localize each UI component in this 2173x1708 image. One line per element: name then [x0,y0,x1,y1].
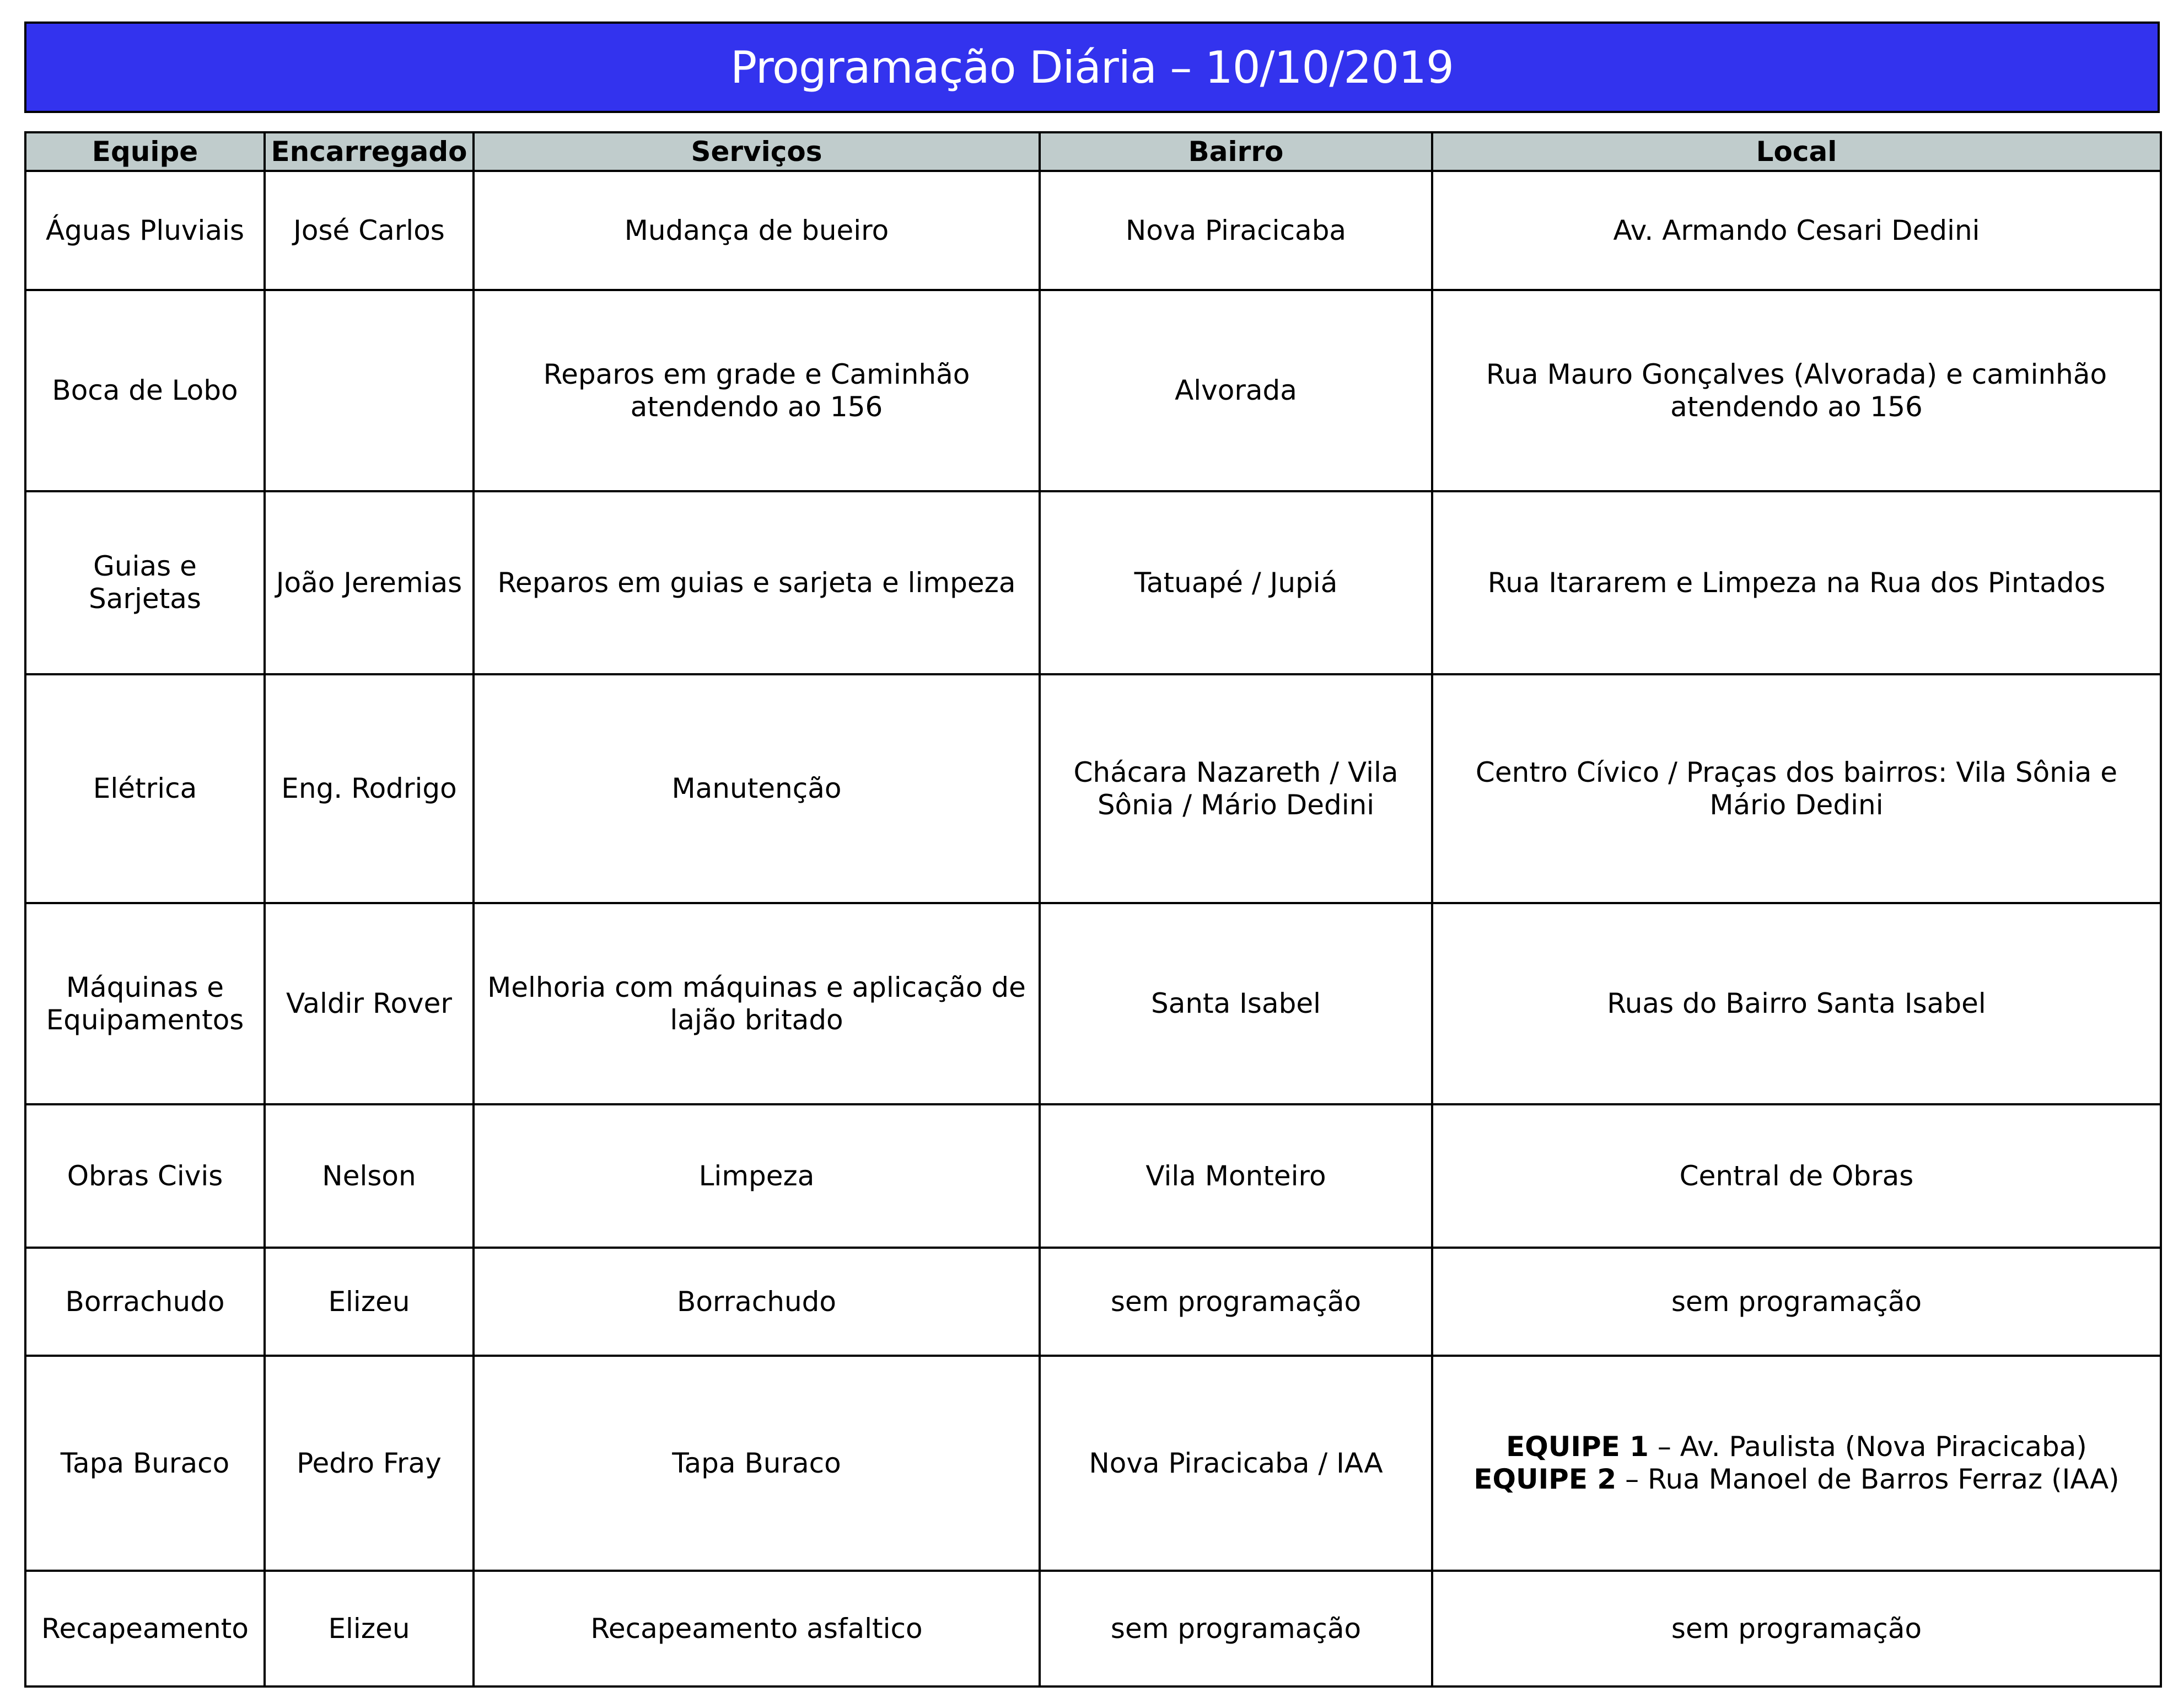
cell-equipe: Máquinas e Equipamentos [25,903,265,1104]
cell-servicos: Manutenção [474,674,1040,903]
table-row [25,1248,2161,1356]
cell-bairro: Tatuapé / Jupiá [1040,491,1432,674]
cell-servicos: Reparos em guias e sarjeta e limpeza [474,491,1040,674]
cell-encarregado: Elizeu [265,1571,474,1686]
cell-local: Ruas do Bairro Santa Isabel [1432,903,2161,1104]
cell-encarregado: Nelson [265,1104,474,1248]
column-header-local: Local [1432,132,2161,171]
cell-bairro: Nova Piracicaba [1040,171,1432,290]
cell-equipe: Guias e Sarjetas [25,491,265,674]
table-row [25,491,2161,674]
column-header-bairro: Bairro [1040,132,1432,171]
cell-encarregado: Elizeu [265,1248,474,1356]
page-title: Programação Diária – 10/10/2019 [730,41,1454,93]
cell-encarregado: João Jeremias [265,491,474,674]
cell-equipe: Borrachudo [25,1248,265,1356]
cell-local: Av. Armando Cesari Dedini [1432,171,2161,290]
cell-local: sem programação [1432,1571,2161,1686]
title-bar [24,22,2160,113]
cell-equipe: Boca de Lobo [25,290,265,491]
column-header-encarregado: Encarregado [265,132,474,171]
cell-local: sem programação [1432,1248,2161,1356]
table-row [25,1104,2161,1248]
cell-local: Central de Obras [1432,1104,2161,1248]
cell-equipe: Elétrica [25,674,265,903]
column-header-equipe: Equipe [25,132,265,171]
cell-encarregado: Valdir Rover [265,903,474,1104]
cell-servicos: Limpeza [474,1104,1040,1248]
cell-encarregado: José Carlos [265,171,474,290]
cell-local: Centro Cívico / Praças dos bairros: Vila Sônia e Mário Dedini [1432,674,2161,903]
cell-bairro: Nova Piracicaba / IAA [1040,1356,1432,1571]
team-assignment [1440,1431,2153,1463]
cell-equipe: Águas Pluviais [25,171,265,290]
cell-bairro: Chácara Nazareth / Vila Sônia / Mário Dedini [1040,674,1432,903]
cell-servicos: Borrachudo [474,1248,1040,1356]
table-row [25,1356,2161,1571]
cell-local: Rua Mauro Gonçalves (Alvorada) e caminhão atendendo ao 156 [1432,290,2161,491]
cell-bairro: Vila Monteiro [1040,1104,1432,1248]
cell-equipe: Recapeamento [25,1571,265,1686]
cell-equipe: Obras Civis [25,1104,265,1248]
cell-encarregado: Eng. Rodrigo [265,674,474,903]
table-row [25,674,2161,903]
table-row [25,903,2161,1104]
cell-encarregado [265,290,474,491]
cell-bairro: sem programação [1040,1248,1432,1356]
table-row [25,290,2161,491]
schedule-table [24,131,2162,1688]
cell-bairro: Alvorada [1040,290,1432,491]
cell-local: Rua Itararem e Limpeza na Rua dos Pintados [1432,491,2161,674]
cell-bairro: Santa Isabel [1040,903,1432,1104]
team-location: – Av. Paulista (Nova Piracicaba) [1648,1431,2087,1463]
cell-servicos: Tapa Buraco [474,1356,1040,1571]
table-row [25,171,2161,290]
team-label: EQUIPE 2 [1473,1463,1617,1495]
table-header-row [25,132,2161,171]
table-row [25,1571,2161,1686]
cell-servicos: Reparos em grade e Caminhão atendendo ao 156 [474,290,1040,491]
cell-local [1432,1356,2161,1571]
team-location: – Rua Manoel de Barros Ferraz (IAA) [1616,1463,2120,1495]
cell-servicos: Melhoria com máquinas e aplicação de lajão britado [474,903,1040,1104]
cell-encarregado: Pedro Fray [265,1356,474,1571]
column-header-servicos: Serviços [474,132,1040,171]
cell-servicos: Mudança de bueiro [474,171,1040,290]
cell-servicos: Recapeamento asfaltico [474,1571,1040,1686]
cell-bairro: sem programação [1040,1571,1432,1686]
team-assignment [1440,1463,2153,1496]
team-label: EQUIPE 1 [1506,1431,1649,1463]
cell-equipe: Tapa Buraco [25,1356,265,1571]
